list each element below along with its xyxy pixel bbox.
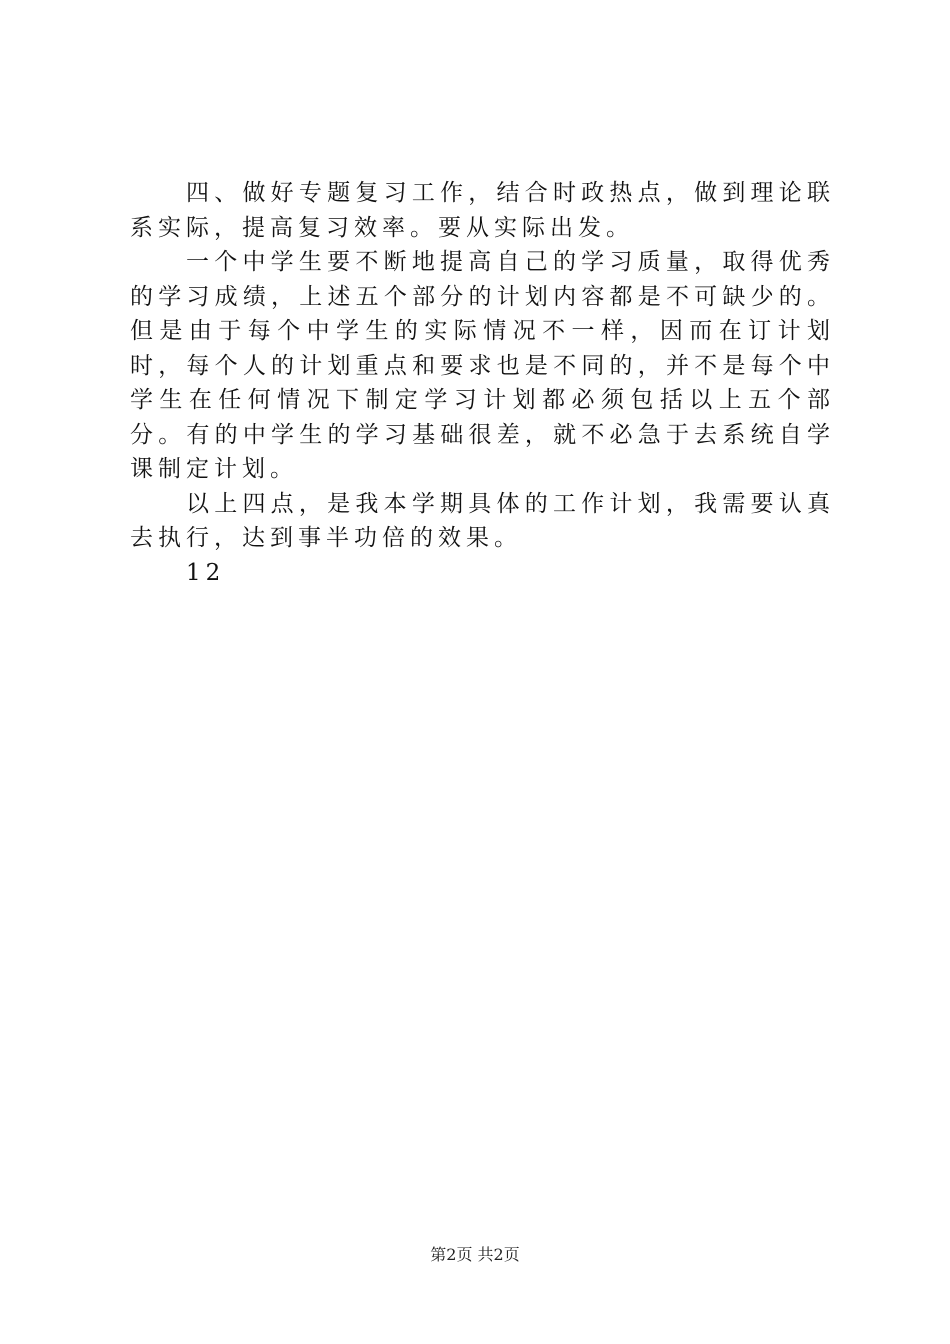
paragraph-study-plan: 一个中学生要不断地提高自己的学习质量，取得优秀的学习成绩，上述五个部分的计划内容都是不可缺少的。但是由于每个中学生的实际情况不一样，因而在订计划时，每个人的计划重点和要求也是不同的，并不是每个中学生在任何情况下制定学习计划都必须包括以上五个部分。有的中学生的学习基础很差，就不必急于去系统自学课制定计划。 [130,249,835,482]
page-footer: 第2页 共2页 [430,1245,520,1264]
paragraph-review-work: 四、做好专题复习工作，结合时政热点，做到理论联系实际，提高复习效率。要从实际出发。 [130,180,835,241]
document-body [130,176,835,590]
paragraph-conclusion: 以上四点，是我本学期具体的工作计划，我需要认真去执行，达到事半功倍的效果。 [130,490,835,551]
paragraph-number: 12 [186,559,226,586]
